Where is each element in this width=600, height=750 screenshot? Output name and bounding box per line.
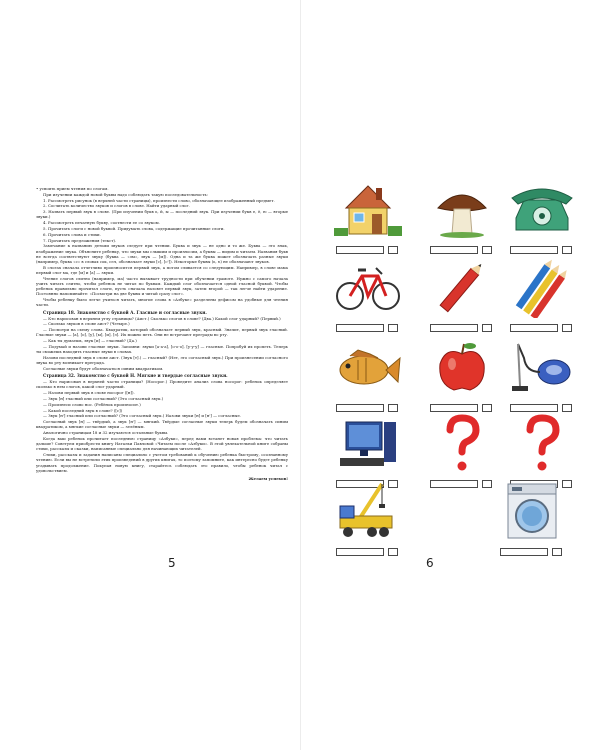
text-line: При изучении каждой новой буквы надо соблюдать такую последовательность: (43, 191, 208, 197)
word-answer-box[interactable] (510, 324, 558, 332)
text-line: — Кто нарисован в верхнем углу страницы? (Аист.) Сколько слогов в слове? (Два.) Какой слог ударный? (Первый.) (43, 315, 281, 321)
answer-boxes (500, 548, 562, 556)
exercise-pencils (506, 256, 578, 344)
stress-answer-box[interactable] (388, 404, 398, 412)
word-answer-box[interactable] (430, 246, 478, 254)
answer-boxes (336, 548, 398, 556)
exercise-telephone (506, 178, 578, 266)
answer-boxes (510, 324, 572, 332)
stress-answer-box[interactable] (482, 404, 492, 412)
answer-boxes (430, 480, 492, 488)
text-line: — Кто нарисован в верхней части страницы? (Носорог.) Проведите анализ слова носорог: ребенок определяет сколько в нем слогов, какой слог ударный. (36, 379, 288, 390)
text-line: 5. Прочитать слоги с новой буквой. Придумать слова, содержащие прочитанные слоги. (43, 225, 225, 231)
text-line: Стихи, рассказы и задания написаны специально с учетом требований к обучению ребенка быстрому, осознанному чтению. Если вы не встретили этих произведений в других книгах, то поэтому запомните, как интересно будет ребенку угадывать продолжение. Покупая новую книгу, старайтесь соблюдать это правило, чтобы ребенок читал с удовольствием. (36, 452, 288, 473)
paragraph: В слогах сначала отчетливо произносится первый звук, а потом сливается со следующим. Например, в слове мама первый слог ма, где [м] и [а] — звуки. (36, 264, 288, 275)
exercise-crane (332, 480, 404, 568)
exercise-washing-machine (496, 480, 568, 568)
text-line: — Как ты думаешь, звук [и] — гласный? (Да.) (43, 338, 137, 344)
answer-boxes (430, 324, 492, 332)
bicycle-icon (332, 256, 404, 318)
stress-answer-box[interactable] (562, 324, 572, 332)
exercise-bicycle (332, 256, 404, 344)
stress-answer-box[interactable] (482, 246, 492, 254)
text-line: • усвоить прием чтения по слогам. (36, 186, 109, 191)
answer-boxes (510, 404, 572, 412)
pencil-icon (426, 256, 498, 318)
fish-icon (332, 336, 404, 398)
stress-answer-box[interactable] (388, 324, 398, 332)
text-line: 4. Рассмотреть печатную букву, соотнести ее со звуком. (43, 220, 160, 226)
answer-boxes (510, 246, 572, 254)
washing-machine-icon (496, 480, 568, 542)
word-answer-box[interactable] (336, 404, 384, 412)
paragraph: Чтобы ребенку было легче учиться читать, многие слова в «Азбуке» разделены дефисом на удобные для чтения части. (36, 297, 288, 308)
question-mark-icon (426, 412, 498, 474)
stress-answer-box[interactable] (388, 246, 398, 254)
text-line: — Назови первый звук в слове носорог ([н]). (43, 390, 135, 396)
stress-answer-box[interactable] (562, 246, 572, 254)
left-page-text (36, 186, 288, 482)
exercise-mushroom (426, 178, 498, 266)
exercise-vacuum (506, 336, 578, 424)
word-answer-box[interactable] (336, 246, 384, 254)
text-line: 1. Рассмотреть рисунок (в верхней части страницы), произнести слово, обозначающее изображенный предмет. (43, 197, 275, 203)
mushroom-icon (426, 178, 498, 240)
text-line: Когда ваш ребенок прочитает последнюю страницу «Азбуки», перед вами встанет новая проблема: что читать дальше? Советуем приобрести книгу Натальи Павловой «Читаем после «Азбуки». В этой увлекательной книге собраны стихи, рассказы и сказки, написанные специально для начинающих читателей. (36, 435, 288, 452)
word-answer-box[interactable] (430, 480, 478, 488)
text-line: — Подумай и назови гласные звуки. Запомни: звуки [а-а-а], [о-о-о], [у-у-у] — гласные. Попробуй их пропеть. Теперь ты сможешь находить гласные звуки в словах. (36, 343, 288, 355)
exercise-apple (426, 336, 498, 424)
stress-answer-box[interactable] (562, 404, 572, 412)
page-gutter (300, 0, 301, 750)
text-line: Аналогично страницам 18 и 32 изучаются остальные буквы. (43, 430, 169, 436)
closing-wish: Желаем успехов! (248, 475, 288, 481)
text-line: 3. Назвать первый звук в слове. (При изучении букв ь, й, ы — последний звук. При изучении букв е, ё, ю — вторые звуки.) (36, 209, 288, 220)
exercise-house (332, 178, 404, 266)
apple-icon (426, 336, 498, 398)
answer-boxes (336, 404, 398, 412)
section-heading: Страница 18. Знакомство с буквой А. Гласные и согласные звуки. (43, 309, 207, 315)
stress-answer-box[interactable] (482, 480, 492, 488)
answer-boxes (430, 404, 492, 412)
text-line: 6. Прочитать слова и стихи. (43, 231, 101, 237)
answer-boxes (336, 246, 398, 254)
word-answer-box[interactable] (430, 324, 478, 332)
paragraph: Чтение слогов слитно (например, ма) часто вызывает трудности при обучении грамоте. Нужно с самого начала учить читать слитно, чтобы ребенок не читал по буквам. Каждый слог обозначается одной гласной буквой. Чтобы ребенок правильно прочитал слоги, пусть сначала назовет первый звук, затем второй — так легче найти ударение. Постоянно напоминайте: «Посмотри на две буквы и читай сразу слог». (36, 275, 288, 297)
text-line: — Сколько звуков в слове аист? (Четыре.) (43, 321, 130, 327)
page-number-right: 6 (426, 556, 434, 570)
text-line: Согласный звук [н] — твёрдый, а звук [н'] — мягкий. Твёрдые согласные звуки теперь будем обозначать синим квадратиком, а мягкие согласные звуки — зелёным. (36, 419, 288, 430)
stress-answer-box[interactable] (388, 548, 398, 556)
text-line: — Какой последний звук в слове? ([с]) (43, 407, 123, 413)
stress-answer-box[interactable] (482, 324, 492, 332)
answer-boxes (336, 324, 398, 332)
text-line: — Звук [н] гласный или согласный? (Это согласный звук.) (43, 395, 164, 401)
text-line: Назови последний звук в слове аист. (Звук [т].) — гласный? (Нет, это согласный звук.) При произнесении согласного звука во рту возникает преграда. (36, 354, 288, 366)
pencils-icon (506, 256, 578, 318)
telephone-icon (506, 178, 578, 240)
word-answer-box[interactable] (510, 404, 558, 412)
word-answer-box[interactable] (510, 246, 558, 254)
section-heading: Страница 32. Знакомство с буквой Н. Мягкие и твердые согласные звуки. (43, 373, 228, 379)
exercise-question-1 (426, 412, 498, 500)
paragraph: Замечание к названию детьми звуков следует при чтении. Буква и звук — не одно и то же. Буква — это знак, изображение звука. Объясните ребенку, что звуки мы слышим и произносим, а буквы — видим и читаем. Названия букв не всегда соответствуют звуку (буква — «эм», звук — [м]). Одна и та же буква может обозначать разные звуки (например, буква «с» в словах сок, сел, обозначает звуки [с], [с']). Некоторые буквы (ь, ъ) не обозначают звуков. (36, 243, 288, 264)
exercise-fish (332, 336, 404, 424)
word-answer-box[interactable] (336, 324, 384, 332)
text-line: Согласные звуки будут обозначаться синим квадратиком. (43, 365, 164, 371)
page-number-left: 5 (168, 556, 176, 570)
question-mark-icon (506, 412, 578, 474)
house-icon (332, 178, 404, 240)
stress-answer-box[interactable] (552, 548, 562, 556)
exercise-pencil (426, 256, 498, 344)
answer-boxes (430, 246, 492, 254)
text-line: — Произнеси слово нос. (Ребёнок произносит.) (43, 401, 141, 407)
vacuum-cleaner-icon (506, 336, 578, 398)
computer-icon (332, 412, 404, 474)
text-line: — Посмотри на схему слова. Квадратик, который обозначает первый звук, красный. Значит, первый звук гласный. Гласные звуки — [а], [о], [у], [ы], [и], [э]. Их можно петь. Они не встречают преграды во рту. (36, 327, 288, 338)
text-line: 7. Прочитать предложения (текст). (43, 237, 117, 243)
word-answer-box[interactable] (500, 548, 548, 556)
crane-truck-icon (332, 480, 404, 542)
word-answer-box[interactable] (430, 404, 478, 412)
text-line: 2. Сосчитать количество звуков и слогов в слове. Найти ударный слог. (43, 203, 190, 209)
text-line: — Звук [н'] гласный или согласный? (Это согласный звук.) Назови звуки [н] и [н'] — согласные. (43, 413, 242, 419)
word-answer-box[interactable] (336, 548, 384, 556)
